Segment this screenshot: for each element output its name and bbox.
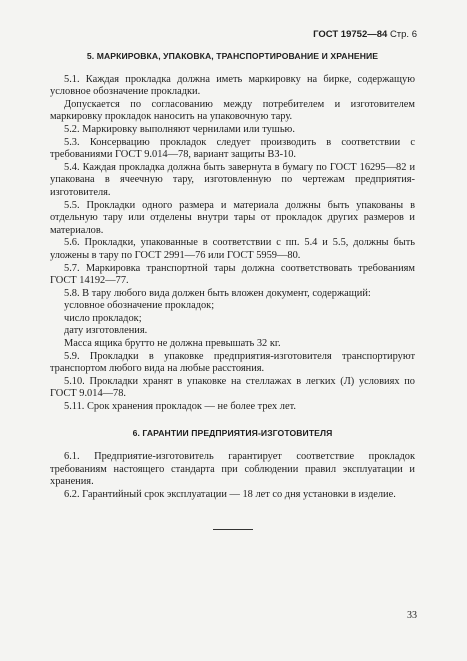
paragraph-5-11: 5.11. Срок хранения прокладок — не более трех лет. <box>64 401 296 413</box>
section-5-title: 5. МАРКИРОВКА, УПАКОВКА, ТРАНСПОРТИРОВАНИЕ И ХРАНЕНИЕ <box>86 51 379 61</box>
document-body <box>50 50 415 530</box>
list-item: дату изготовления. <box>64 325 148 337</box>
page-number: 33 <box>407 610 417 621</box>
page-label: Стр. 6 <box>389 29 417 40</box>
paragraph-5-5: 5.5. Прокладки одного размера и материала должны быть упакованы в отдельную тару или отделены внутри тары от прокладок других размеров и материалов. <box>50 199 415 236</box>
standard-code: ГОСТ 19752—84 <box>313 29 388 40</box>
paragraph-5-10: 5.10. Прокладки хранят в упаковке на стеллажах в легких (Л) условиях по ГОСТ 9.014—78. <box>50 375 415 400</box>
paragraph-5-4: 5.4. Каждая прокладка должна быть завернута в бумагу по ГОСТ 16295—82 и упакована в ячеечную тару, изготовленную по чертежам предприятия-изготовителя. <box>50 161 415 198</box>
paragraph-5-1-note: Допускается по согласованию между потребителем и изготовителем маркировку прокладок наносить на упаковочную тару. <box>50 98 415 123</box>
paragraph-5-8: 5.8. В тару любого вида должен быть вложен документ, содержащий: <box>64 287 371 299</box>
paragraph-5-3: 5.3. Консервацию прокладок следует производить в соответствии с требованиями ГОСТ 9.014—78, вариант защиты ВЗ-10. <box>50 136 415 161</box>
paragraph-6-2: 6.2. Гарантийный срок эксплуатации — 18 лет со дня установки в изделие. <box>64 489 396 500</box>
section-6-title: 6. ГАРАНТИИ ПРЕДПРИЯТИЯ-ИЗГОТОВИТЕЛЯ <box>132 427 333 438</box>
page-header <box>313 29 417 40</box>
list-item: условное обозначение прокладок; <box>64 300 215 312</box>
paragraph-5-9: 5.9. Прокладки в упаковке предприятия-изготовителя транспортируют транспортом любого вида на любые расстояния. <box>50 350 415 375</box>
list-item: число прокладок; <box>64 312 142 324</box>
paragraph-5-6: 5.6. Прокладки, упакованные в соответствии с пп. 5.4 и 5.5, должны быть уложены в тару по ГОСТ 2991—76 или ГОСТ 5959—80. <box>50 237 415 261</box>
paragraph-5-1: 5.1. Каждая прокладка должна иметь маркировку на бирке, содержащую условное обозначение прокладки. <box>50 73 415 98</box>
paragraph-gross-mass: Масса ящика брутто не должна превышать 32 кг. <box>64 338 281 350</box>
end-divider <box>213 529 253 530</box>
paragraph-5-2: 5.2. Маркировку выполняют чернилами или тушью. <box>64 123 295 135</box>
paragraph-5-7: 5.7. Маркировка транспортной тары должна соответствовать требованиям ГОСТ 14192—77. <box>50 262 415 287</box>
paragraph-6-1: 6.1. Предприятие-изготовитель гарантирует соответствие прокладок требованиям настоящего стандарта при соблюдении правил эксплуатации и хранения. <box>50 451 415 488</box>
